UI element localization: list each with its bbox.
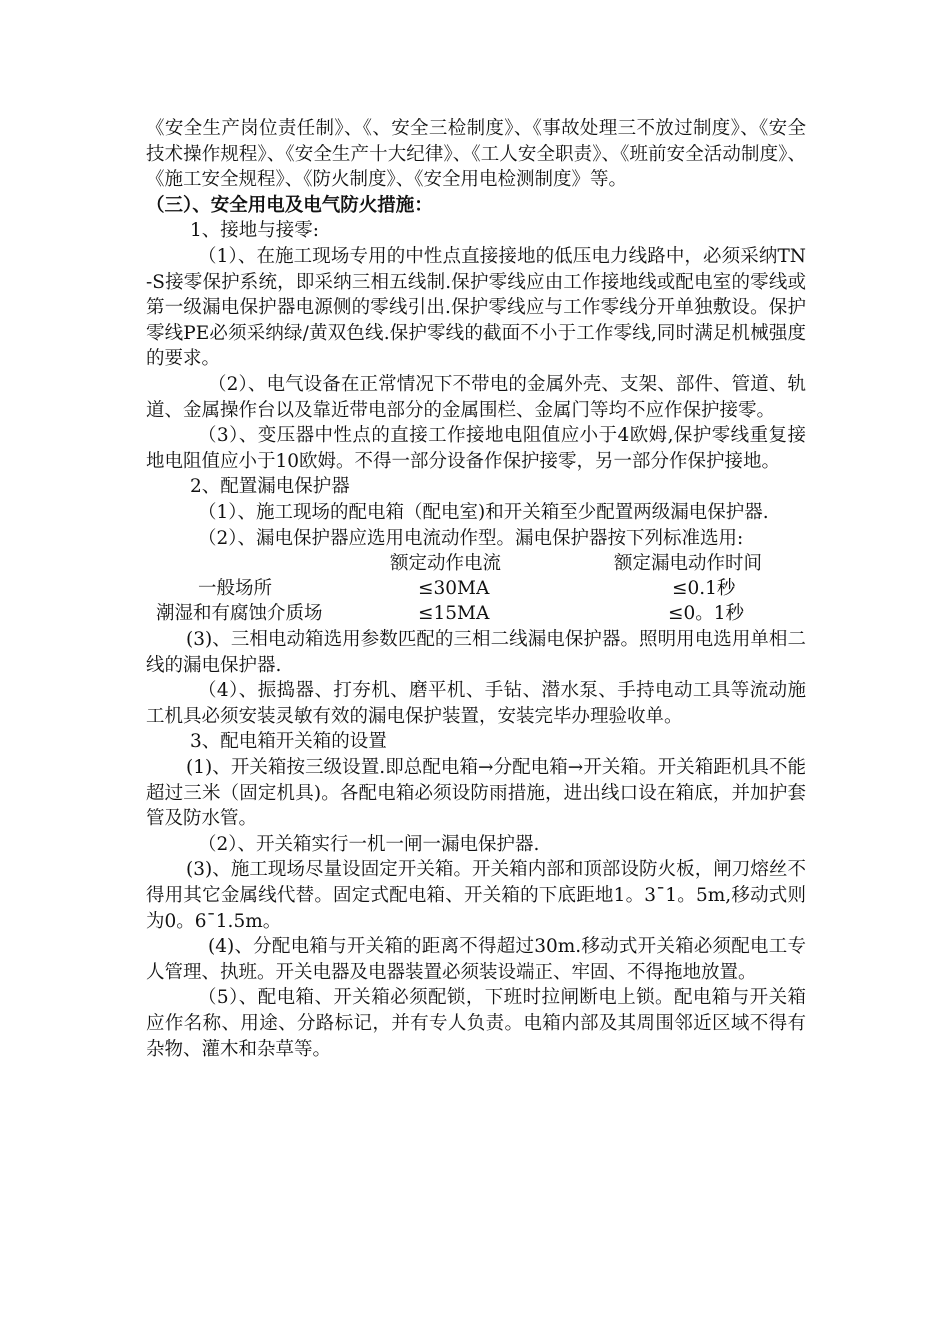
paragraph-boxes-1: (1)、开关箱按三级设置.即总配电箱→分配电箱→开关箱。开关箱距机具不能超过三米（固定机具)。各配电箱必须设防雨措施，进出线口设在箱底，并加护套管及防水管。	[146, 757, 806, 830]
paragraph-grounding-3: （3）、变压器中性点的直接工作接地电阻值应小于4欧姆,保护零线重复接地电阻值应小于10欧姆。不得一部分设备作保护接零，另一部分作保护接地。	[146, 425, 806, 472]
table-row2-current: ≤15MA	[418, 603, 490, 625]
table-row1-current: ≤30MA	[418, 578, 490, 600]
paragraph-boxes-5: （5）、配电箱、开关箱必须配锁，下班时拉闸断电上锁。配电箱与开关箱应作名称、用途、分路标记，并有专人负责。电箱内部及其周围邻近区域不得有杂物、灌木和杂草等。	[146, 987, 806, 1060]
subsection-title-boxes: 3、配电箱开关箱的设置	[190, 731, 387, 753]
table-row1-label: 一般场所	[198, 578, 273, 600]
table-row2-time: ≤0。1秒	[668, 603, 745, 625]
paragraph-boxes-3: (3)、施工现场尽量设固定开关箱。开关箱内部和顶部设防火板，闸刀熔丝不得用其它金属线代替。固定式配电箱、开关箱的下底距地1。3¯1。5m,移动式则为0。6¯1.5m。	[146, 859, 806, 932]
subsection-title-leakage: 2、配置漏电保护器	[190, 476, 350, 498]
paragraph-leakage-3: (3)、三相电动箱选用参数匹配的三相二线漏电保护器。照明用电选用单相二线的漏电保护器.	[146, 629, 806, 676]
paragraph-boxes-4: (4)、分配电箱与开关箱的距离不得超过30m.移动式开关箱必须配电工专人管理、执班。开关电器及电器装置必须装设端正、牢固、不得拖地放置。	[146, 936, 806, 983]
paragraph-grounding-1: （1）、在施工现场专用的中性点直接接地的低压电力线路中，必须采纳TN-S接零保护系统，即采纳三相五线制.保护零线应由工作接地线或配电室的零线或第一级漏电保护器电源侧的零线引出.保护零线应与工作零线分开单独敷设。保护零线PE必须采纳绿/黄双色线.保护零线的截面不小于工作零线,同时满足机械强度的要求。	[146, 245, 806, 370]
paragraph-grounding-2: （2）、电气设备在正常情况下不带电的金属外壳、支架、部件、管道、轨道、金属操作台以及靠近带电部分的金属围栏、金属门等均不应作保护接零。	[146, 373, 806, 421]
table-row1-time: ≤0.1秒	[672, 578, 736, 600]
table-header-current: 额定动作电流	[390, 553, 502, 575]
table-row2-label: 潮湿和有腐蚀介质场	[156, 603, 323, 625]
document-body	[146, 116, 806, 1062]
section-heading: （三）、安全用电及电气防火措施：	[146, 194, 433, 216]
paragraph-leakage-2: （2）、漏电保护器应选用电流动作型。漏电保护器按下列标准选用:	[198, 527, 744, 549]
table-header-time: 额定漏电动作时间	[614, 553, 763, 575]
paragraph-leakage-4: （4）、振捣器、打夯机、磨平机、手钻、潜水泵、手持电动工具等流动施工机具必须安装灵敏有效的漏电保护装置，安装完毕办理验收单。	[146, 680, 806, 727]
paragraph-leakage-1: （1）、施工现场的配电箱（配电室)和开关箱至少配置两级漏电保护器.	[198, 501, 769, 523]
intro-paragraph: 《安全生产岗位责任制》、《、安全三检制度》、《事故处理三不放过制度》、《安全技术操作规程》、《安全生产十大纪律》、《工人安全职责》、《班前安全活动制度》、《施工安全规程》、《防火制度》、《安全用电检测制度》等。	[146, 118, 806, 191]
leakage-spec-table	[146, 551, 806, 627]
subsection-title-grounding: 1、接地与接零:	[190, 220, 320, 242]
paragraph-boxes-2: （2）、开关箱实行一机一闸一漏电保护器.	[198, 833, 540, 855]
